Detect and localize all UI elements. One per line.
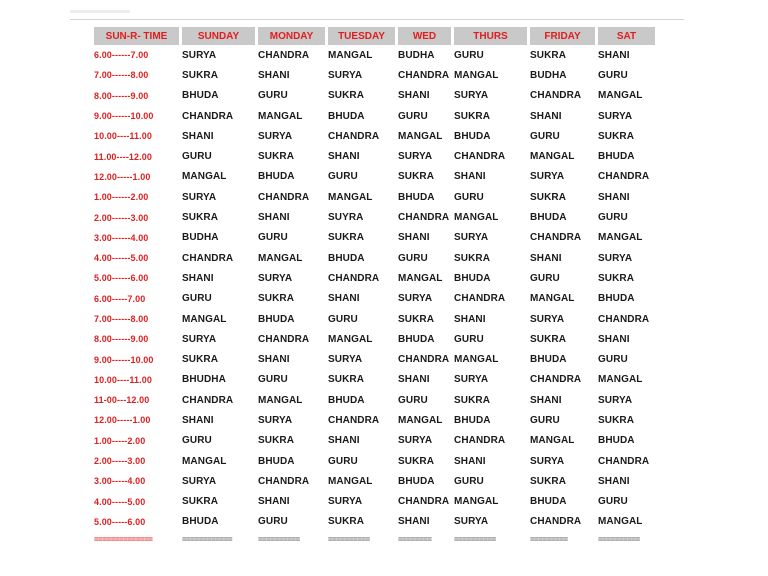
planet-cell: SURYA <box>182 333 217 345</box>
time-cell: 9.00------10.00 <box>94 111 154 122</box>
planet-cell: GURU <box>258 232 288 244</box>
planet-cell: MANGAL <box>598 232 643 244</box>
table-row <box>94 146 655 166</box>
separator-cell: ========== <box>258 534 300 544</box>
table-row <box>94 65 655 85</box>
planet-cell: SUKRA <box>328 90 365 102</box>
table-row <box>94 329 655 349</box>
planet-cell: SURYA <box>258 130 293 142</box>
separator-cell: ========== <box>454 534 496 544</box>
planet-cell: SHANI <box>598 49 630 61</box>
planet-cell: GURU <box>182 293 212 305</box>
planet-cell: BHUDA <box>530 354 567 366</box>
header-sunday: SUNDAY <box>179 27 255 45</box>
planet-cell: SURYA <box>598 110 633 122</box>
table-row <box>94 309 655 329</box>
header-monday: MONDAY <box>255 27 325 45</box>
planet-cell: SHANI <box>182 272 214 284</box>
table-row <box>94 431 655 451</box>
table-row <box>94 248 655 268</box>
time-cell: 3.00-----4.00 <box>94 476 146 487</box>
planet-cell: MANGAL <box>454 354 499 366</box>
planet-cell: SHANI <box>598 191 630 203</box>
table-row <box>94 207 655 227</box>
planet-cell: SHANI <box>398 232 430 244</box>
planet-cell: SUKRA <box>258 293 295 305</box>
planet-cell: MANGAL <box>328 191 373 203</box>
separator-cell: ============== <box>94 534 153 544</box>
planet-cell: GURU <box>454 49 484 61</box>
planet-cell: GURU <box>182 151 212 163</box>
time-cell: 6.00-----7.00 <box>94 293 146 304</box>
planet-cell: SUKRA <box>530 475 567 487</box>
planet-cell: MANGAL <box>328 333 373 345</box>
planet-cell: SHANI <box>258 354 290 366</box>
separator-cell: ========== <box>598 534 640 544</box>
planet-cell: SURYA <box>398 293 433 305</box>
time-cell: 2.00-----3.00 <box>94 456 146 467</box>
planet-cell: SUKRA <box>182 212 219 224</box>
planet-cell: CHANDRA <box>258 333 310 345</box>
planet-cell: SHANI <box>258 69 290 81</box>
time-cell: 8.00------9.00 <box>94 90 149 101</box>
time-cell: 6.00------7.00 <box>94 50 149 61</box>
table-row <box>94 268 655 288</box>
planet-cell: GURU <box>258 90 288 102</box>
planet-cell: MANGAL <box>182 455 227 467</box>
planet-cell: BHUDA <box>454 130 491 142</box>
planet-cell: CHANDRA <box>328 272 380 284</box>
planet-cell: GURU <box>182 435 212 447</box>
planet-cell: SUKRA <box>182 354 219 366</box>
planet-cell: MANGAL <box>258 252 303 264</box>
planet-cell: GURU <box>398 110 428 122</box>
time-cell: 11-00---12.00 <box>94 395 150 406</box>
planet-cell: SURYA <box>530 455 565 467</box>
planet-cell: GURU <box>454 333 484 345</box>
planet-cell: SURYA <box>182 475 217 487</box>
planet-cell: SUKRA <box>454 110 491 122</box>
planet-cell: SHANI <box>398 90 430 102</box>
planet-cell: CHANDRA <box>258 49 310 61</box>
planet-cell: MANGAL <box>258 394 303 406</box>
planet-cell: SURYA <box>328 354 363 366</box>
time-cell: 4.00------5.00 <box>94 253 149 264</box>
planet-cell: CHANDRA <box>398 69 450 81</box>
planet-cell: CHANDRA <box>258 475 310 487</box>
planet-cell: SURYA <box>398 435 433 447</box>
table-row <box>94 45 655 65</box>
time-cell: 10.00----11.00 <box>94 131 152 142</box>
planet-cell: BUDHA <box>398 49 435 61</box>
header-tuesday: TUESDAY <box>325 27 395 45</box>
time-cell: 3.00------4.00 <box>94 232 149 243</box>
planet-cell: BHUDA <box>454 272 491 284</box>
planet-cell: MANGAL <box>328 49 373 61</box>
planet-cell: BHUDA <box>398 333 435 345</box>
planet-cell: SHANI <box>530 394 562 406</box>
separator-row <box>94 532 655 546</box>
planet-cell: GURU <box>258 516 288 528</box>
planet-cell: BHUDA <box>258 313 295 325</box>
table-row <box>94 471 655 491</box>
planet-cell: GURU <box>398 252 428 264</box>
planet-cell: BHUDA <box>258 171 295 183</box>
planet-cell: SHANI <box>398 516 430 528</box>
planet-cell: SHANI <box>454 171 486 183</box>
time-cell: 4.00-----5.00 <box>94 496 146 507</box>
planet-cell: CHANDRA <box>398 212 450 224</box>
time-cell: 10.00----11.00 <box>94 374 152 385</box>
planet-cell: BHUDA <box>398 191 435 203</box>
planet-cell: SHANI <box>598 333 630 345</box>
time-cell: 1.00------2.00 <box>94 192 149 203</box>
separator-cell: ========= <box>530 534 568 544</box>
planet-cell: CHANDRA <box>598 171 650 183</box>
planet-cell: GURU <box>598 496 628 508</box>
planet-cell: SHANI <box>182 414 214 426</box>
time-cell: 5.00------6.00 <box>94 273 149 284</box>
header-row <box>94 27 655 45</box>
planet-cell: CHANDRA <box>398 496 450 508</box>
time-cell: 7.00------8.00 <box>94 314 149 324</box>
planet-cell: SUKRA <box>598 130 635 142</box>
planet-cell: GURU <box>598 69 628 81</box>
planet-cell: SURYA <box>258 414 293 426</box>
planet-cell: GURU <box>258 374 288 386</box>
time-cell: 1.00-----2.00 <box>94 435 146 446</box>
planet-cell: MANGAL <box>598 374 643 386</box>
planet-cell: MANGAL <box>182 313 227 325</box>
planet-cell: SHANI <box>328 435 360 447</box>
planet-cell: CHANDRA <box>182 394 234 406</box>
planet-cell: CHANDRA <box>328 130 380 142</box>
planet-cell: BHUDA <box>598 151 635 163</box>
planet-cell: BHUDA <box>598 293 635 305</box>
planet-cell: MANGAL <box>398 272 443 284</box>
planet-cell: BHUDA <box>258 455 295 467</box>
planet-cell: SUKRA <box>328 516 365 528</box>
top-divider <box>70 19 684 20</box>
planet-cell: SUKRA <box>598 414 635 426</box>
planet-cell: CHANDRA <box>454 435 506 447</box>
table-row <box>94 228 655 248</box>
planet-cell: BHUDA <box>530 496 567 508</box>
planet-cell: MANGAL <box>398 414 443 426</box>
planet-cell: GURU <box>454 191 484 203</box>
planet-cell: SHANI <box>258 212 290 224</box>
planet-cell: SURYA <box>258 272 293 284</box>
planet-cell: CHANDRA <box>398 354 450 366</box>
planet-cell: SHANI <box>182 130 214 142</box>
planet-cell: SUKRA <box>530 49 567 61</box>
planet-cell: GURU <box>598 354 628 366</box>
planet-cell: BHUDA <box>454 414 491 426</box>
planet-cell: SUKRA <box>328 232 365 244</box>
planet-cell: SUKRA <box>598 272 635 284</box>
planet-cell: SHANI <box>454 313 486 325</box>
planetary-hours-table <box>94 27 655 546</box>
planet-cell: SUKRA <box>398 313 435 325</box>
planet-cell: MANGAL <box>598 90 643 102</box>
time-cell: 12.00-----1.00 <box>94 171 151 182</box>
planet-cell: BHUDA <box>328 394 365 406</box>
planet-cell: CHANDRA <box>258 191 310 203</box>
planet-cell: BHUDA <box>182 516 219 528</box>
planet-cell: BHUDHA <box>182 374 226 386</box>
planet-cell: GURU <box>530 272 560 284</box>
planet-cell: MANGAL <box>454 496 499 508</box>
planet-cell: SURYA <box>328 69 363 81</box>
planet-cell: SHANI <box>454 455 486 467</box>
planet-cell: SURYA <box>454 90 489 102</box>
faint-header-mark <box>70 10 130 13</box>
table-body <box>94 45 655 546</box>
planet-cell: BHUDA <box>328 252 365 264</box>
planet-cell: SURYA <box>454 374 489 386</box>
planet-cell: MANGAL <box>598 516 643 528</box>
planet-cell: SUKRA <box>454 252 491 264</box>
table-row <box>94 106 655 126</box>
planet-cell: BUDHA <box>182 232 219 244</box>
planet-cell: SUKRA <box>530 333 567 345</box>
planet-cell: SUKRA <box>530 191 567 203</box>
planet-cell: SUYRA <box>328 212 364 224</box>
time-cell: 2.00------3.00 <box>94 212 149 223</box>
planet-cell: CHANDRA <box>598 313 650 325</box>
planet-cell: CHANDRA <box>530 374 582 386</box>
table-row <box>94 187 655 207</box>
separator-cell: ============ <box>182 534 233 544</box>
planet-cell: GURU <box>598 212 628 224</box>
header-time: SUN-R- TIME <box>94 27 179 45</box>
planet-cell: SURYA <box>398 151 433 163</box>
time-cell: 8.00------9.00 <box>94 334 149 345</box>
planet-cell: SHANI <box>328 151 360 163</box>
time-cell: 11.00----12.00 <box>94 151 152 162</box>
header-friday: FRIDAY <box>527 27 595 45</box>
planet-cell: BUDHA <box>530 69 567 81</box>
planet-cell: MANGAL <box>454 69 499 81</box>
planet-cell: GURU <box>328 313 358 325</box>
header-thursday: THURS <box>451 27 527 45</box>
separator-cell: ========== <box>328 534 370 544</box>
planet-cell: GURU <box>454 475 484 487</box>
planet-cell: MANGAL <box>454 212 499 224</box>
time-cell: 12.00-----1.00 <box>94 415 151 426</box>
planet-cell: MANGAL <box>530 151 575 163</box>
planet-cell: GURU <box>328 455 358 467</box>
table-row <box>94 512 655 532</box>
planet-cell: SURYA <box>530 171 565 183</box>
table-row <box>94 126 655 146</box>
planet-cell: GURU <box>328 171 358 183</box>
planet-cell: BHUDA <box>182 90 219 102</box>
planet-cell: SHANI <box>530 252 562 264</box>
planet-cell: BHUDA <box>328 110 365 122</box>
planet-cell: SURYA <box>530 313 565 325</box>
planet-cell: MANGAL <box>530 293 575 305</box>
planet-cell: CHANDRA <box>328 414 380 426</box>
planet-cell: BHUDA <box>598 435 635 447</box>
planet-cell: CHANDRA <box>530 516 582 528</box>
planet-cell: MANGAL <box>398 130 443 142</box>
planet-cell: BHUDA <box>530 212 567 224</box>
planet-cell: CHANDRA <box>530 232 582 244</box>
table-row <box>94 167 655 187</box>
table-row <box>94 492 655 512</box>
table-row <box>94 451 655 471</box>
header-saturday: SAT <box>595 27 655 45</box>
time-cell: 7.00------8.00 <box>94 70 149 81</box>
planet-cell: SUKRA <box>454 394 491 406</box>
planet-cell: SUKRA <box>182 496 219 508</box>
table-row <box>94 349 655 369</box>
planet-cell: SURYA <box>328 496 363 508</box>
planet-cell: CHANDRA <box>454 293 506 305</box>
planet-cell: GURU <box>530 414 560 426</box>
planet-cell: SURYA <box>182 191 217 203</box>
planet-cell: SHANI <box>530 110 562 122</box>
planet-cell: MANGAL <box>530 435 575 447</box>
planet-cell: MANGAL <box>182 171 227 183</box>
planet-cell: SURYA <box>182 49 217 61</box>
planet-cell: SHANI <box>328 293 360 305</box>
planet-cell: GURU <box>530 130 560 142</box>
planet-cell: CHANDRA <box>454 151 506 163</box>
planet-cell: SHANI <box>258 496 290 508</box>
planet-cell: CHANDRA <box>598 455 650 467</box>
planet-cell: SHANI <box>398 374 430 386</box>
time-cell: 9.00------10.00 <box>94 354 154 365</box>
planet-cell: BHUDA <box>398 475 435 487</box>
planet-cell: SURYA <box>454 232 489 244</box>
planet-cell: SUKRA <box>258 151 295 163</box>
planet-cell: SURYA <box>454 516 489 528</box>
separator-cell: ======== <box>398 534 432 544</box>
table-row <box>94 370 655 390</box>
table-row <box>94 390 655 410</box>
planet-cell: SURYA <box>598 394 633 406</box>
planet-cell: SHANI <box>598 475 630 487</box>
table-row <box>94 410 655 430</box>
time-cell: 5.00-----6.00 <box>94 516 146 527</box>
planet-cell: SUKRA <box>328 374 365 386</box>
planet-cell: CHANDRA <box>182 252 234 264</box>
planet-cell: SURYA <box>598 252 633 264</box>
planet-cell: GURU <box>398 394 428 406</box>
table-row <box>94 289 655 309</box>
planet-cell: SUKRA <box>182 69 219 81</box>
planet-cell: MANGAL <box>258 110 303 122</box>
header-wednesday: WED <box>395 27 451 45</box>
planet-cell: SUKRA <box>398 171 435 183</box>
planet-cell: CHANDRA <box>530 90 582 102</box>
table-row <box>94 86 655 106</box>
planet-cell: CHANDRA <box>182 110 234 122</box>
planet-cell: MANGAL <box>328 475 373 487</box>
planet-cell: SUKRA <box>258 435 295 447</box>
planet-cell: SUKRA <box>398 455 435 467</box>
